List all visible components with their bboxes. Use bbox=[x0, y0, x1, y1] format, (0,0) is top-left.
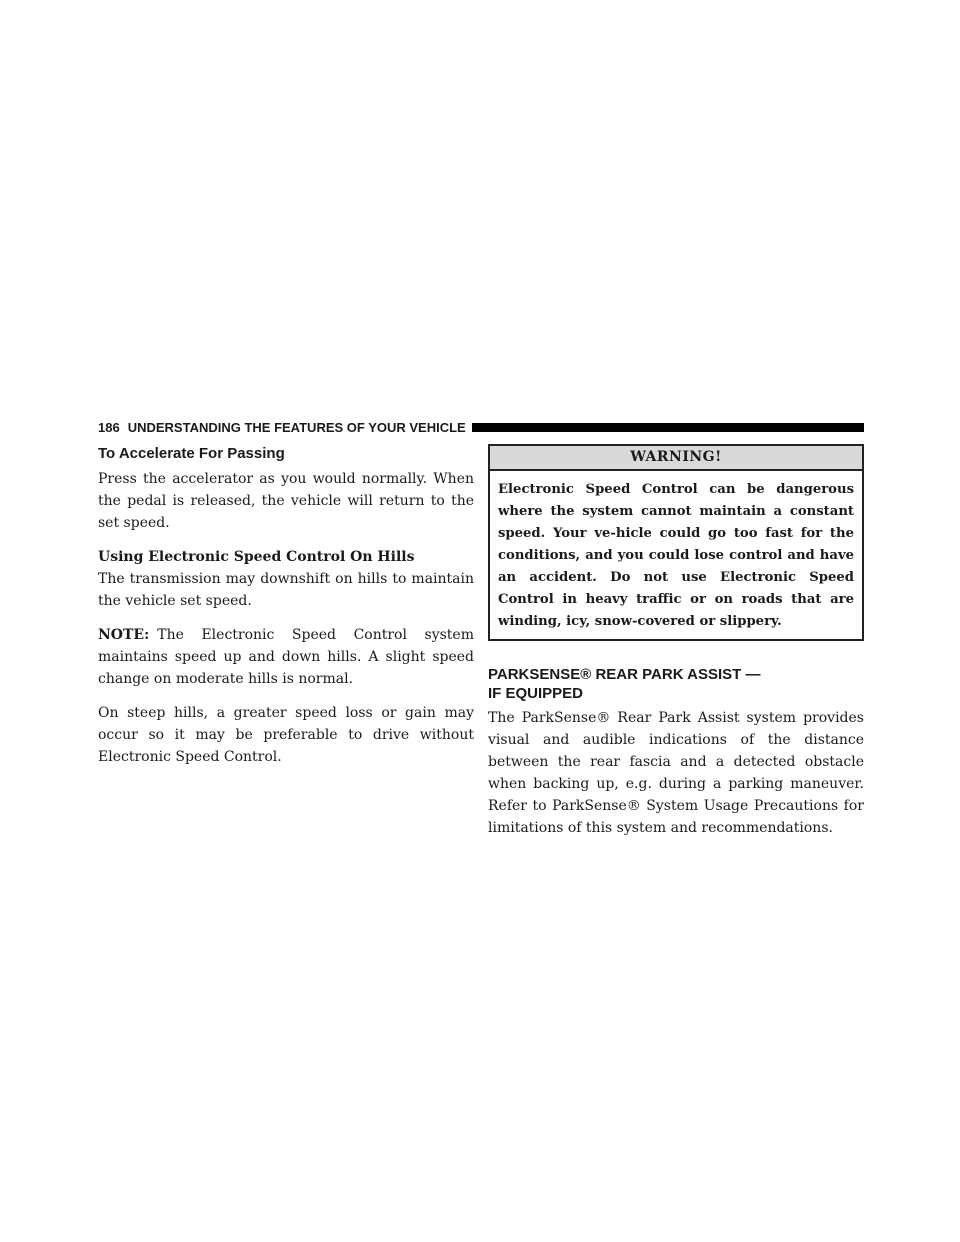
paragraph-steep-hills: On steep hills, a greater speed loss or gain may occur so it may be preferable to drive without Electronic Speed Control. bbox=[98, 705, 474, 765]
right-column bbox=[488, 444, 864, 839]
page-number: 186 bbox=[98, 419, 120, 435]
header-rule bbox=[472, 423, 864, 432]
note-label: NOTE: bbox=[98, 627, 150, 643]
warning-title: WARNING! bbox=[490, 446, 862, 471]
paragraph-accelerate-passing: Press the accelerator as you would normally. When the pedal is released, the vehicle will return to the set speed. bbox=[98, 471, 474, 531]
section-title: UNDERSTANDING THE FEATURES OF YOUR VEHICLE bbox=[127, 419, 466, 435]
left-column bbox=[98, 444, 474, 768]
warning-box bbox=[488, 444, 864, 641]
heading-parksense-line1: PARKSENSE® REAR PARK ASSIST — bbox=[488, 666, 761, 683]
heading-parksense-line2: IF EQUIPPED bbox=[488, 685, 584, 702]
page-header bbox=[98, 417, 864, 437]
paragraph-parksense: The ParkSense® Rear Park Assist system provides visual and audible indications of the distance between the rear fascia and a detected obstacle when backing up, e.g. during a parking maneuver. Refer to ParkSense® System Usage Precautions for limitations of this system and recommendations. bbox=[488, 710, 864, 836]
paragraph-speed-control-hills: The transmission may downshift on hills to maintain the vehicle set speed. bbox=[98, 571, 474, 609]
heading-parksense bbox=[488, 665, 864, 703]
note-text: The Electronic Speed Control system maintains speed up and down hills. A slight speed change on moderate hills is normal. bbox=[98, 627, 474, 687]
heading-speed-control-hills: Using Electronic Speed Control On Hills bbox=[98, 549, 415, 565]
note-paragraph bbox=[98, 624, 474, 690]
heading-accelerate-passing: To Accelerate For Passing bbox=[98, 445, 285, 462]
warning-text: Electronic Speed Control can be dangerous where the system cannot maintain a constant speed. Your ve-hicle could go too fast for the conditions, and you could lose control and have an accident. Do not use Electronic Speed Control in heavy traffic or on roads that are winding, icy, snow-covered or slippery. bbox=[498, 482, 854, 629]
